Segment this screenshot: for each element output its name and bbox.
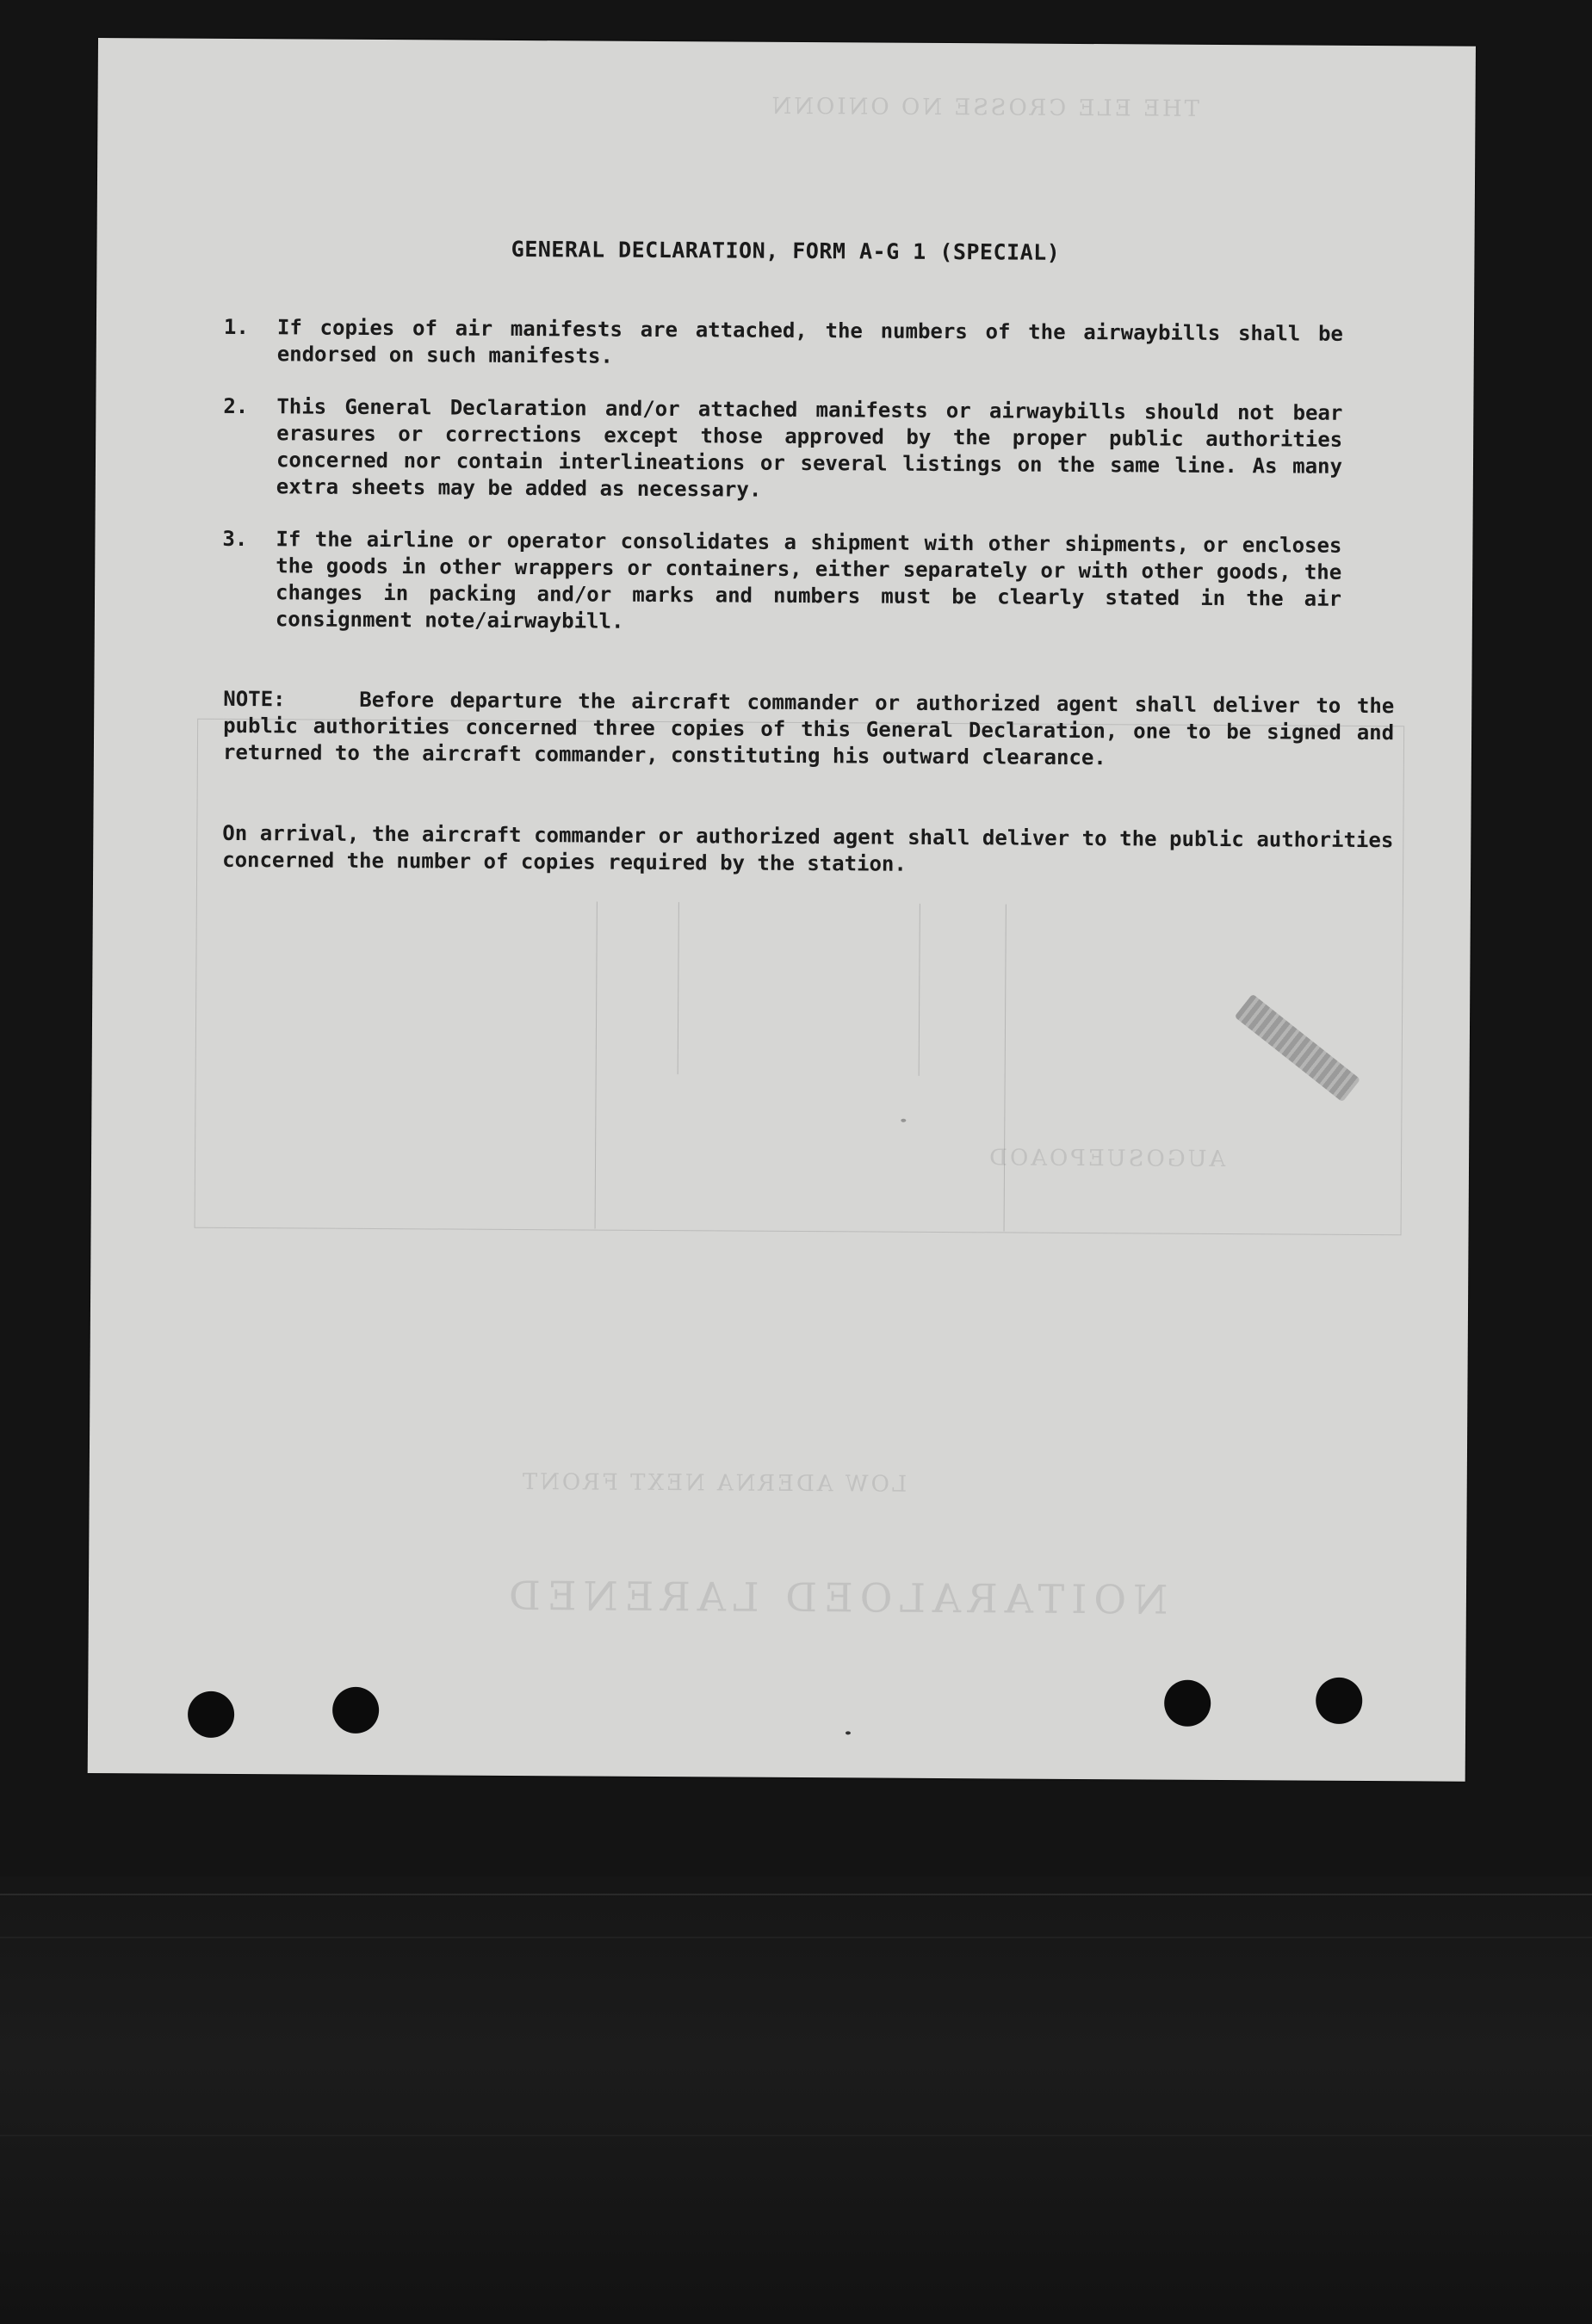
punch-hole (1316, 1678, 1362, 1724)
scanner-background (0, 1876, 1592, 2324)
page-title: GENERAL DECLARATION, FORM A-G 1 (SPECIAL) (511, 236, 1061, 265)
item-number: 2. (223, 393, 249, 419)
bleed-through-text: NOITARALOED LARENED (501, 1572, 1168, 1623)
scan-artifact-line (0, 1894, 1592, 1895)
scan-artifact-line (0, 2135, 1592, 2136)
arrival-paragraph: On arrival, the aircraft commander or authorized agent shall deliver to the public authorities concerned the number of copies required by the station. (222, 820, 1394, 876)
note-text: Before departure the aircraft commander or authorized agent shall deliver to the public authorities concerned three copies of this General Declaration, one to be signed and returned to the aircraft commander, constituting his outward clearance. (222, 687, 1395, 770)
scan-artifact-line (0, 1937, 1592, 1938)
item-text: If the airline or operator consolidates a shipment with other shipments, or encloses the goods in other wrappers or containers, either separately or with other goods, the changes in packing and/or marks and numbers must be clearly stated in the air consignment note/airwaybill. (275, 527, 1342, 634)
instruction-item-1 (224, 314, 1343, 374)
punch-hole (188, 1691, 234, 1738)
item-text: This General Declaration and/or attached manifests or airwaybills should not bear erasures or corrections except those approved by the proper public authorities concerned nor contain interlineations or several listings on the same line. As many extra sheets may be added as necessary. (276, 394, 1343, 502)
instruction-item-2 (223, 393, 1343, 507)
instruction-item-3 (222, 526, 1342, 640)
note-label: NOTE: (223, 686, 286, 712)
paper-speck (901, 1119, 906, 1122)
paper-speck (846, 1731, 851, 1734)
punch-hole (332, 1687, 379, 1734)
bleed-through-text: THE ELE CROSSE NO ONIONN (769, 93, 1200, 122)
punch-hole (1164, 1680, 1211, 1727)
bleed-through-text: LOW ADERNA NEXT FRONT (519, 1469, 908, 1498)
item-number: 1. (223, 314, 249, 340)
bleed-through-text: AUGOSUEPOAOD (986, 1145, 1226, 1173)
note-paragraph (223, 686, 1395, 773)
item-text: If copies of air manifests are attached, the numbers of the airwaybills shall be endorsed on such manifests. (276, 315, 1344, 368)
item-number: 3. (222, 526, 248, 552)
document-page (88, 38, 1476, 1782)
